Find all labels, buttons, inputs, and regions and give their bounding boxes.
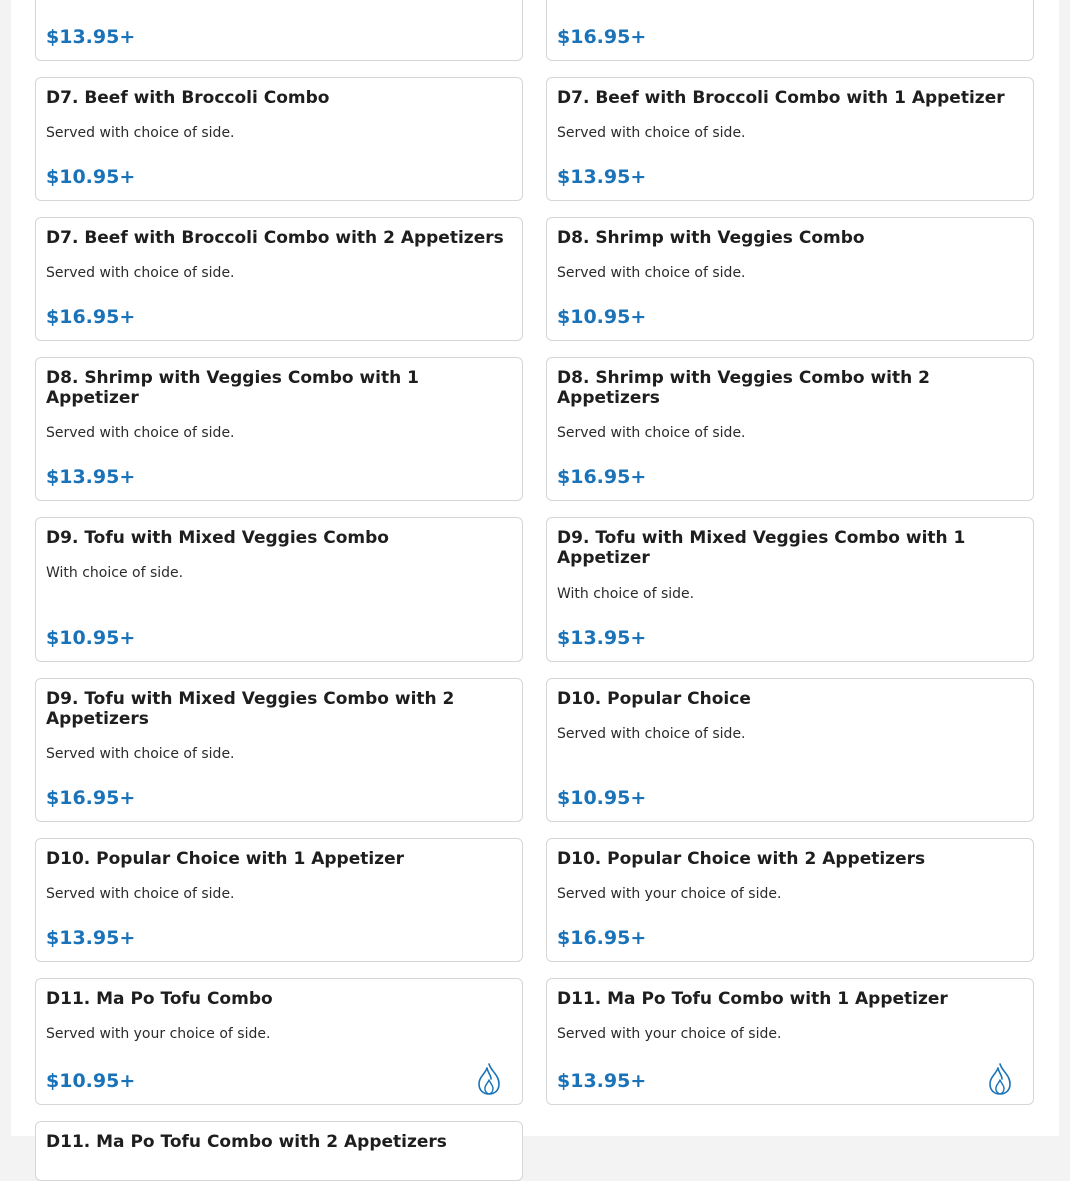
menu-item-card[interactable] [546, 978, 1034, 1105]
menu-item-card[interactable] [35, 838, 523, 962]
item-description: Served with choice of side. [557, 726, 746, 742]
item-name: D8. Shrimp with Veggies Combo with 1 Appetizer [46, 368, 419, 408]
menu-item-card[interactable] [546, 77, 1034, 201]
item-description: With choice of side. [46, 565, 184, 581]
item-name: D11. Ma Po Tofu Combo with 2 Appetizers [46, 1132, 447, 1152]
menu-item-card[interactable] [35, 0, 523, 61]
item-description: Served with choice of side. [557, 265, 746, 281]
item-price: $13.95+ [46, 466, 136, 488]
item-price: $16.95+ [557, 927, 647, 949]
menu-item-card[interactable] [35, 77, 523, 201]
flame-icon [987, 1062, 1013, 1096]
item-price: $13.95+ [557, 1070, 647, 1092]
menu-item-card[interactable] [35, 517, 523, 662]
item-price: $13.95+ [46, 927, 136, 949]
menu-item-card[interactable] [35, 357, 523, 501]
item-price: $10.95+ [46, 166, 136, 188]
item-description: Served with choice of side. [46, 746, 235, 762]
menu-item-card[interactable] [35, 978, 523, 1105]
item-name: D11. Ma Po Tofu Combo [46, 989, 273, 1009]
item-name: D8. Shrimp with Veggies Combo with 2 Appetizers [557, 368, 930, 408]
item-description: Served with choice of side. [557, 425, 746, 441]
item-name: D10. Popular Choice with 1 Appetizer [46, 849, 404, 869]
menu-item-card[interactable] [546, 357, 1034, 501]
menu-item-card[interactable] [546, 678, 1034, 822]
item-price: $13.95+ [557, 627, 647, 649]
menu-item-card[interactable] [546, 217, 1034, 341]
item-price: $10.95+ [557, 787, 647, 809]
item-price: $10.95+ [46, 627, 136, 649]
flame-icon [476, 1062, 502, 1096]
item-name: D7. Beef with Broccoli Combo with 2 Appetizers [46, 228, 504, 248]
item-name: D7. Beef with Broccoli Combo with 1 Appetizer [557, 88, 1005, 108]
item-description: Served with your choice of side. [46, 1026, 271, 1042]
item-price: $16.95+ [46, 787, 136, 809]
item-name: D8. Shrimp with Veggies Combo [557, 228, 865, 248]
item-name: D10. Popular Choice [557, 689, 751, 709]
item-price: $13.95+ [557, 166, 647, 188]
menu-item-card[interactable] [35, 678, 523, 822]
item-name: D9. Tofu with Mixed Veggies Combo with 2 Appetizers [46, 689, 455, 729]
item-name: D10. Popular Choice with 2 Appetizers [557, 849, 926, 869]
item-description: With choice of side. [557, 586, 695, 602]
item-description: Served with your choice of side. [557, 886, 782, 902]
item-description: Served with choice of side. [46, 125, 235, 141]
item-description: Served with choice of side. [46, 425, 235, 441]
item-price: $10.95+ [46, 1070, 136, 1092]
item-description: Served with choice of side. [557, 125, 746, 141]
menu-item-card[interactable] [35, 217, 523, 341]
menu-item-card[interactable] [546, 0, 1034, 61]
item-price: $16.95+ [557, 466, 647, 488]
item-description: Served with choice of side. [46, 886, 235, 902]
item-name: D11. Ma Po Tofu Combo with 1 Appetizer [557, 989, 948, 1009]
item-description: Served with your choice of side. [557, 1026, 782, 1042]
menu-item-card[interactable] [35, 1121, 523, 1181]
item-price: $10.95+ [557, 306, 647, 328]
item-price: $16.95+ [46, 306, 136, 328]
item-price: $13.95+ [46, 26, 136, 48]
item-description: Served with choice of side. [46, 265, 235, 281]
item-name: D9. Tofu with Mixed Veggies Combo [46, 528, 389, 548]
item-name: D9. Tofu with Mixed Veggies Combo with 1 Appetizer [557, 528, 966, 568]
item-price: $16.95+ [557, 26, 647, 48]
menu-item-card[interactable] [546, 517, 1034, 662]
menu-item-card[interactable] [546, 838, 1034, 962]
item-name: D7. Beef with Broccoli Combo [46, 88, 330, 108]
